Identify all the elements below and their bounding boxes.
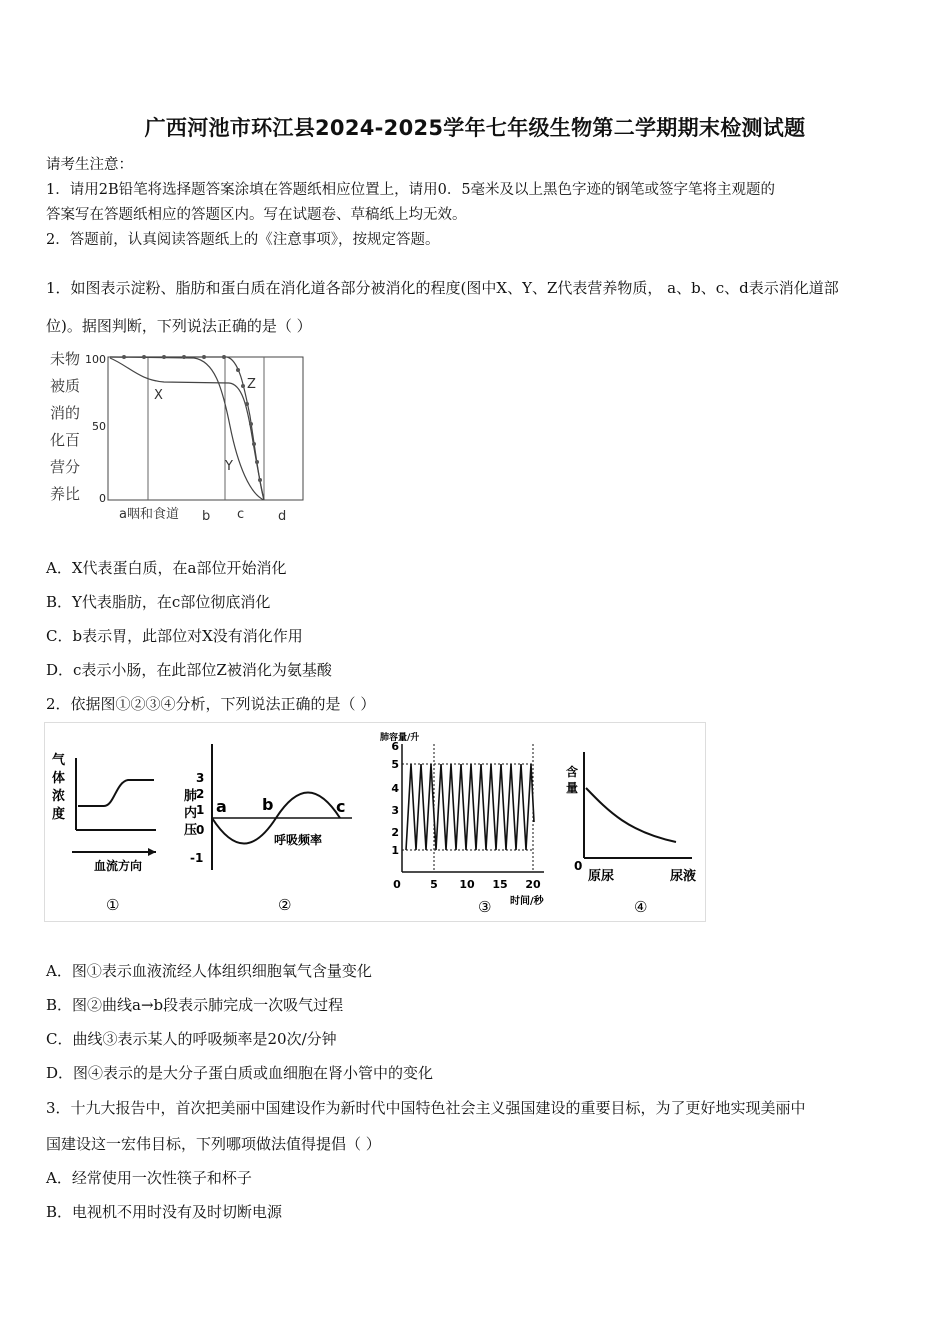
q1-stem-line-1: 1．如图表示淀粉、脂肪和蛋白质在消化道各部分被消化的程度(图中X、Y、Z代表营养物质， a、b、c、d表示消化道部 [46, 279, 839, 297]
q1-ytick-50: 50 [92, 420, 106, 433]
q1-xlabel-d: d [278, 509, 287, 524]
notice-line-3: 2．答题前，认真阅读答题纸上的《注意事项》，按规定答题。 [46, 232, 440, 248]
q2-fig2-number: ② [278, 896, 292, 914]
q2-fig1-xlabel: 血流方向 [94, 859, 143, 873]
q2-fig3-ytick-2: 2 [391, 826, 399, 839]
q2-fig2-point-a: a [216, 797, 227, 816]
q1-ylabel-1: 未物 [50, 350, 81, 368]
q2-fig2-xlabel: 呼吸频率 [274, 833, 323, 847]
q2-fig3-ylabel: 肺容量/升 [380, 733, 420, 743]
q2-option-b: B．图②曲线a→b段表示肺完成一次吸气过程 [46, 996, 344, 1014]
q1-option-d: D．c表示小肠，在此部位Z被消化为氨基酸 [46, 661, 332, 679]
q2-fig2 [184, 744, 352, 914]
q2-fig1 [52, 752, 156, 914]
q2-fig2-point-c: c [336, 797, 346, 816]
q2-fig4-xlabel-right: 尿液 [670, 869, 697, 884]
q2-fig2-ytick-3: 3 [196, 771, 205, 785]
q2-fig2-ylabel-1: 肺 [184, 789, 198, 804]
q2-fig1-curve [78, 780, 154, 806]
q2-fig3-number: ③ [478, 898, 492, 916]
q1-ytick-0: 0 [99, 492, 106, 505]
q2-fig2-ytick-0: 0 [196, 823, 205, 837]
q2-fig3-xtick-0: 0 [393, 878, 401, 891]
q1-ytick-100: 100 [85, 353, 106, 366]
q1-option-a: A．X代表蛋白质，在a部位开始消化 [46, 559, 287, 577]
q2-fig1-ylabel-3: 浓 [52, 789, 66, 804]
q2-fig3-xlabel: 时间/秒 [510, 896, 544, 907]
q2-figure-border [45, 723, 706, 922]
q2-fig3-yticks [391, 740, 399, 857]
q2-fig1-number: ① [106, 896, 120, 914]
q1-ylabel-2: 被质 [50, 377, 81, 395]
q1-xlabel-a: a咽和食道 [119, 507, 179, 522]
q2-fig3-ytick-5: 5 [391, 758, 399, 771]
q1-xlabel-b: b [202, 509, 211, 524]
q2-fig2-ytick-1: 1 [196, 803, 205, 817]
q2-fig3-ytick-6: 6 [391, 740, 399, 753]
q1-option-c: C．b表示胃，此部位对X没有消化作用 [46, 627, 303, 645]
q2-option-d: D．图④表示的是大分子蛋白质或血细胞在肾小管中的变化 [46, 1064, 434, 1082]
q1-label-z: Z [247, 377, 256, 392]
q2-fig2-ytick-2: 2 [196, 787, 205, 801]
page-title: 广西河池市环江县2024-2025学年七年级生物第二学期期末检测试题 [144, 116, 806, 140]
q1-label-x: X [154, 388, 163, 403]
notice-line-1: 1．请用2B铅笔将选择题答案涂填在答题纸相应位置上，请用0．5毫米及以上黑色字迹的钢笔或签字笔将主观题的 [46, 182, 776, 198]
q2-fig2-point-b: b [262, 795, 274, 814]
q1-option-b: B．Y代表脂肪，在c部位彻底消化 [46, 593, 271, 611]
q3-stem-line-2: 国建设这一宏伟目标，下列哪项做法值得提倡（ ） [46, 1135, 381, 1153]
q2-fig3-xticks [393, 878, 541, 891]
q2-fig4-xlabel-left: 原尿 [588, 869, 615, 884]
q3-option-b: B．电视机不用时没有及时切断电源 [46, 1203, 283, 1221]
q2-stem: 2．依据图①②③④分析，下列说法正确的是（ ） [46, 695, 376, 713]
q2-fig3-xtick-5: 5 [430, 878, 438, 891]
q1-ylabel-6: 养比 [50, 485, 81, 503]
q2-fig4 [566, 752, 696, 916]
q2-fig3 [380, 731, 545, 916]
q2-fig3-xtick-20: 20 [525, 878, 541, 891]
q2-fig4-curve [586, 788, 676, 842]
q2-fig3-curve [406, 764, 534, 850]
q2-fig4-ylabel-2: 量 [566, 781, 579, 795]
q1-plot-frame [108, 357, 303, 500]
q1-curve-z-dots [122, 355, 262, 482]
q2-fig1-ylabel-1: 气 [52, 753, 66, 768]
q2-fig1-ylabel-2: 体 [52, 771, 66, 786]
q1-xlabel-c: c [237, 507, 245, 522]
q3-stem-line-1: 3．十九大报告中，首次把美丽中国建设作为新时代中国特色社会主义强国建设的重要目标，为了更好地实现美丽中 [46, 1099, 806, 1117]
q2-option-c: C．曲线③表示某人的呼吸频率是20次/分钟 [46, 1030, 337, 1048]
q2-fig2-ytick-neg1: -1 [190, 851, 204, 865]
q1-ylabel-4: 化百 [50, 431, 81, 449]
notice-heading: 请考生注意： [46, 157, 133, 173]
q1-label-y: Y [225, 459, 233, 474]
notice-line-2: 答案写在答题纸相应的答题区内。写在试题卷、草稿纸上均无效。 [46, 207, 467, 223]
q1-curve-z [110, 357, 264, 500]
q1-digestion-chart [44, 346, 314, 528]
q2-fig3-xtick-10: 10 [459, 878, 475, 891]
q1-ylabel-3: 消的 [50, 404, 81, 422]
q2-fig3-xtick-15: 15 [492, 878, 508, 891]
q3-option-a: A．经常使用一次性筷子和杯子 [46, 1169, 252, 1187]
q1-stem-line-2: 位)。据图判断，下列说法正确的是（ ） [46, 317, 312, 335]
q2-fig3-ytick-4: 4 [391, 782, 399, 795]
q2-option-a: A．图①表示血液流经人体组织细胞氧气含量变化 [46, 962, 372, 980]
q2-fig3-ytick-1: 1 [391, 844, 399, 857]
q2-fig2-ylabel-2: 内 [184, 806, 198, 821]
q1-curve-x [110, 358, 264, 500]
q2-figure-panel [44, 722, 706, 922]
q1-ylabel-5: 营分 [50, 458, 81, 476]
q2-fig4-ylabel-1: 含 [566, 765, 579, 779]
q2-fig2-ylabel-3: 压 [184, 823, 198, 838]
q2-fig1-ylabel-4: 度 [52, 807, 66, 822]
q2-fig4-origin: 0 [574, 859, 583, 873]
q2-fig3-ytick-3: 3 [391, 804, 399, 817]
q2-fig4-number: ④ [634, 898, 648, 916]
q2-fig1-arrowhead [148, 848, 156, 856]
